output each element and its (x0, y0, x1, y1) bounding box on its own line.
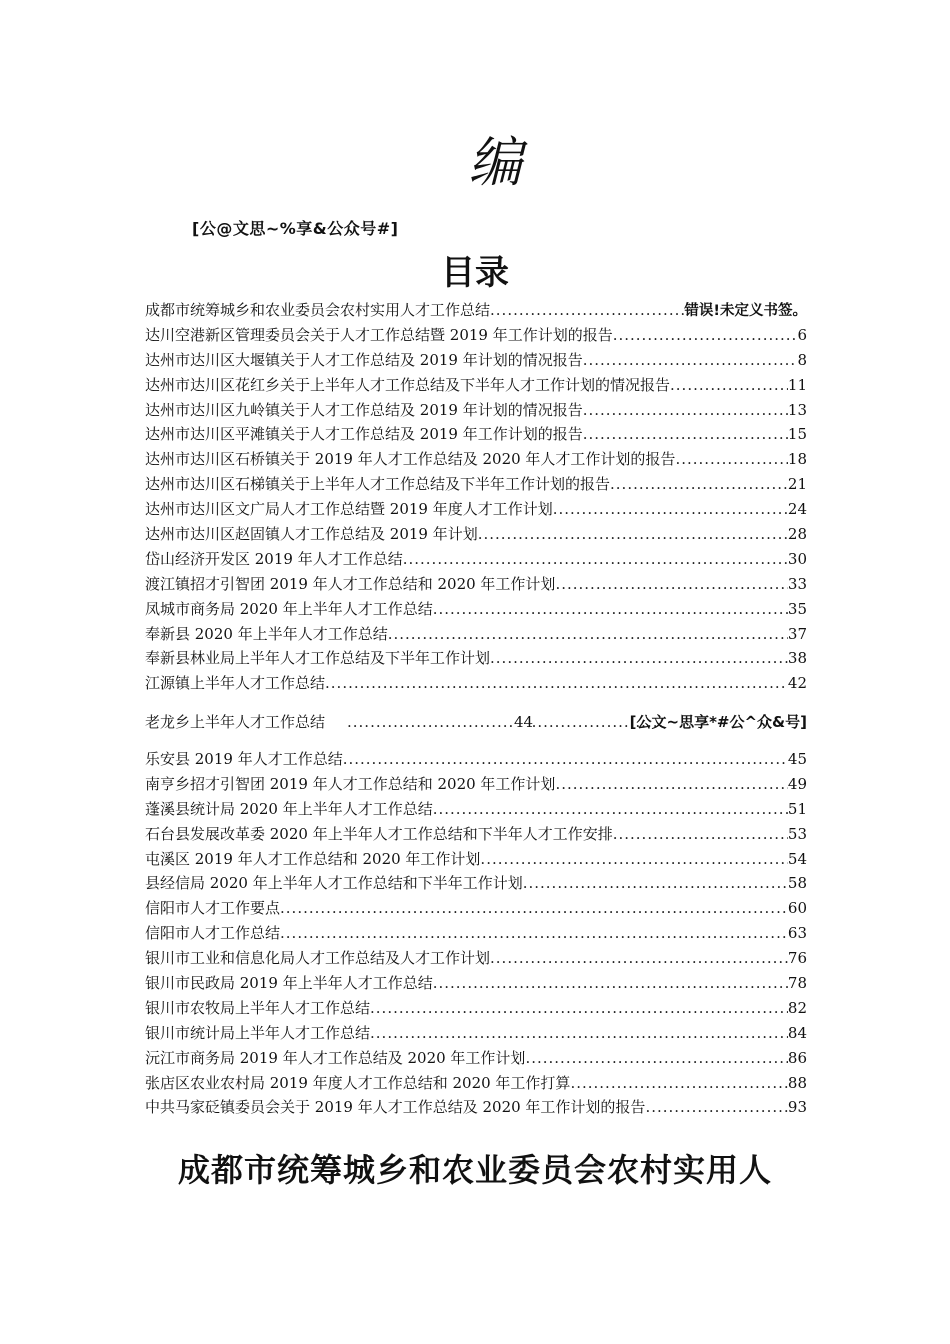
toc-leader-dots (645, 1095, 787, 1120)
toc-entry-page: 76 (787, 949, 807, 968)
toc-entry[interactable] (145, 373, 807, 398)
toc-entry-title: 沅江市商务局 2019 年人才工作总结及 2020 年工作计划 (145, 1048, 526, 1067)
toc-entry[interactable] (145, 646, 807, 671)
toc-entry-page: 21 (787, 475, 807, 494)
toc-entry-title: 银川市工业和信息化局人才工作总结及人才工作计划 (145, 949, 491, 968)
toc-entry-page: 6 (797, 325, 807, 344)
toc-entry[interactable] (145, 398, 807, 423)
toc-leader-dots (613, 822, 788, 847)
toc-entry-page: 82 (787, 998, 807, 1017)
toc-entry-title: 达州市达川区文广局人才工作总结暨 2019 年度人才工作计划 (145, 500, 553, 519)
toc-leader-dots (610, 472, 788, 497)
toc-entry[interactable] (145, 822, 807, 847)
toc-entry[interactable] (145, 896, 807, 921)
toc-entry-page: 37 (787, 624, 807, 643)
toc-entry-page: 8 (797, 350, 807, 369)
toc-entry-page: 35 (787, 599, 807, 618)
toc-entry[interactable] (145, 671, 807, 696)
toc-entry[interactable] (145, 1071, 807, 1096)
toc-entry[interactable] (145, 1021, 807, 1046)
toc-entry[interactable] (145, 447, 807, 472)
toc-leader-dots (325, 671, 788, 696)
toc-list-second (145, 747, 807, 1120)
toc-entry[interactable] (145, 572, 807, 597)
toc-entry[interactable] (145, 797, 807, 822)
toc-entry-page: 33 (787, 574, 807, 593)
toc-entry-title: 凤城市商务局 2020 年上半年人才工作总结 (145, 599, 433, 618)
toc-entry-page: 58 (787, 874, 807, 893)
toc-entry-page: 24 (787, 500, 807, 519)
toc-entry[interactable] (145, 298, 807, 323)
toc-entry-title: 达州市达川区石桥镇关于 2019 年人才工作总结及 2020 年人才工作计划的报告 (145, 450, 676, 469)
toc-leader-dots (555, 572, 787, 597)
toc-leader-dots (280, 896, 788, 921)
toc-entry-title: 中共马家砭镇委员会关于 2019 年人才工作总结及 2020 年工作计划的报告 (145, 1098, 646, 1117)
toc-entry-page: 45 (787, 750, 807, 768)
toc-entry-title: 信阳市人才工作要点 (145, 899, 281, 918)
toc-leader-dots (525, 1046, 787, 1071)
toc-leader-dots (670, 373, 788, 398)
toc-entry[interactable] (145, 497, 807, 522)
toc-leader-dots (403, 547, 788, 572)
toc-entry-title: 老龙乡上半年人才工作总结 (145, 713, 326, 731)
toc-leader-dots (570, 1071, 787, 1096)
toc-entry-title: 银川市农牧局上半年人才工作总结 (145, 998, 371, 1017)
toc-entry-title: 渡江镇招才引智团 2019 年人才工作总结和 2020 年工作计划 (145, 574, 556, 593)
toc-entry-title: 达川空港新区管理委员会关于人才工作总结暨 2019 年工作计划的报告 (145, 325, 613, 344)
toc-entry-title: 成都市统筹城乡和农业委员会农村实用人才工作总结 (145, 301, 491, 319)
toc-leader-dots (613, 323, 798, 348)
toc-entry[interactable] (145, 747, 807, 772)
toc-entry-page: 15 (787, 425, 807, 444)
toc-entry-title: 达州市达川区花红乡关于上半年人才工作总结及下半年人才工作计划的情况报告 (145, 375, 671, 394)
toc-entry-page: 18 (787, 450, 807, 469)
toc-entry-title: 张店区农业农村局 2019 年度人才工作总结和 2020 年工作打算 (145, 1073, 571, 1092)
toc-entry[interactable] (145, 597, 807, 622)
toc-entry-page: 78 (787, 974, 807, 993)
watermark-top: [公@文思~%享&公众号#] (192, 219, 399, 238)
toc-entry-page: 38 (787, 649, 807, 668)
toc-entry-page: 49 (787, 774, 807, 793)
toc-entry-special[interactable] (145, 710, 807, 735)
toc-leader-dots (343, 747, 788, 772)
toc-entry[interactable] (145, 921, 807, 946)
toc-leader-dots (490, 298, 684, 323)
toc-entry-page: 错误!未定义书签。 (684, 303, 807, 319)
toc-entry-title: 达州市达川区赵固镇人才工作总结及 2019 年计划 (145, 525, 478, 544)
toc-leader-dots (347, 710, 663, 735)
toc-entry[interactable] (145, 1095, 807, 1120)
toc-entry-page: 88 (787, 1073, 807, 1092)
toc-entry-page: 11 (787, 375, 807, 394)
toc-leader-dots (555, 772, 787, 797)
toc-leader-dots (478, 522, 788, 547)
toc-entry-page: 44 (512, 710, 533, 735)
toc-entry-title: 奉新县林业局上半年人才工作总结及下半年工作计划 (145, 649, 491, 668)
toc-entry[interactable] (145, 772, 807, 797)
toc-entry-page: 93 (787, 1098, 807, 1117)
toc-entry-page: 53 (787, 824, 807, 843)
toc-leader-dots (388, 622, 788, 647)
toc-entry-title: 达州市达川区石梯镇关于上半年人才工作总结及下半年工作计划的报告 (145, 475, 611, 494)
toc-entry[interactable] (145, 522, 807, 547)
toc-leader-dots (583, 348, 798, 373)
toc-entry-title: 银川市统计局上半年人才工作总结 (145, 1023, 371, 1042)
toc-entry-title: 蓬溪县统计局 2020 年上半年人才工作总结 (145, 799, 433, 818)
toc-entry-page: 84 (787, 1023, 807, 1042)
toc-leader-dots (490, 946, 788, 971)
toc-entry-page: 54 (787, 849, 807, 868)
toc-leader-dots (433, 597, 788, 622)
toc-entry-page: 42 (787, 674, 807, 693)
toc-entry[interactable] (145, 1046, 807, 1071)
toc-leader-dots (583, 422, 788, 447)
toc-entry-page: 60 (787, 899, 807, 918)
toc-leader-dots (370, 996, 788, 1021)
section-heading: 成都市统筹城乡和农业委员会农村实用人 (177, 1151, 772, 1189)
calligraphy-character: 编 (468, 131, 522, 194)
toc-entry[interactable] (145, 946, 807, 971)
toc-leader-dots (553, 497, 788, 522)
toc-entry-title: 南亨乡招才引智团 2019 年人才工作总结和 2020 年工作计划 (145, 774, 556, 793)
toc-entry[interactable] (145, 622, 807, 647)
toc-leader-dots (433, 971, 788, 996)
toc-entry-page: 51 (787, 799, 807, 818)
toc-entry-title: 县经信局 2020 年上半年人才工作总结和下半年工作计划 (145, 874, 523, 893)
toc-entry-title: 银川市民政局 2019 年上半年人才工作总结 (145, 974, 433, 993)
toc-leader-dots (675, 447, 787, 472)
toc-leader-dots (280, 921, 788, 946)
toc-entry-title: 乐安县 2019 年人才工作总结 (145, 750, 343, 768)
toc-entry-page: 86 (787, 1048, 807, 1067)
toc-entry[interactable] (145, 348, 807, 373)
toc-entry-page: 13 (787, 400, 807, 419)
watermark-inline: [公文~思享*#公^众&号] (629, 713, 807, 731)
toc-entry-title: 屯溪区 2019 年人才工作总结和 2020 年工作计划 (145, 849, 481, 868)
toc-entry-title: 达州市达川区大堰镇关于人才工作总结及 2019 年计划的情况报告 (145, 350, 583, 369)
toc-list-first (145, 298, 807, 696)
toc-entry[interactable] (145, 847, 807, 872)
toc-entry[interactable] (145, 871, 807, 896)
toc-entry-page: 63 (787, 924, 807, 943)
toc-leader-dots (370, 1021, 788, 1046)
toc-entry-page: 30 (787, 549, 807, 568)
toc-entry-title: 达州市达川区九岭镇关于人才工作总结及 2019 年计划的情况报告 (145, 400, 583, 419)
toc-entry-page: 28 (787, 525, 807, 544)
toc-entry-title: 奉新县 2020 年上半年人才工作总结 (145, 624, 388, 643)
toc-entry[interactable] (145, 971, 807, 996)
toc-entry[interactable] (145, 422, 807, 447)
toc-entry[interactable] (145, 996, 807, 1021)
toc-entry-title: 江源镇上半年人才工作总结 (145, 674, 326, 693)
toc-entry-title: 石台县发展改革委 2020 年上半年人才工作总结和下半年人才工作安排 (145, 824, 613, 843)
toc-entry[interactable] (145, 472, 807, 497)
toc-leader-dots (490, 646, 788, 671)
toc-title: 目录 (441, 253, 509, 293)
toc-entry[interactable] (145, 547, 807, 572)
toc-leader-dots (433, 797, 788, 822)
toc-leader-dots (523, 871, 788, 896)
toc-leader-dots (480, 847, 787, 872)
toc-entry-title: 信阳市人才工作总结 (145, 924, 281, 943)
toc-leader-dots (583, 398, 788, 423)
toc-entry-title: 岱山经济开发区 2019 年人才工作总结 (145, 549, 403, 568)
toc-entry[interactable] (145, 323, 807, 348)
toc-entry-title: 达州市达川区平滩镇关于人才工作总结及 2019 年工作计划的报告 (145, 425, 583, 444)
